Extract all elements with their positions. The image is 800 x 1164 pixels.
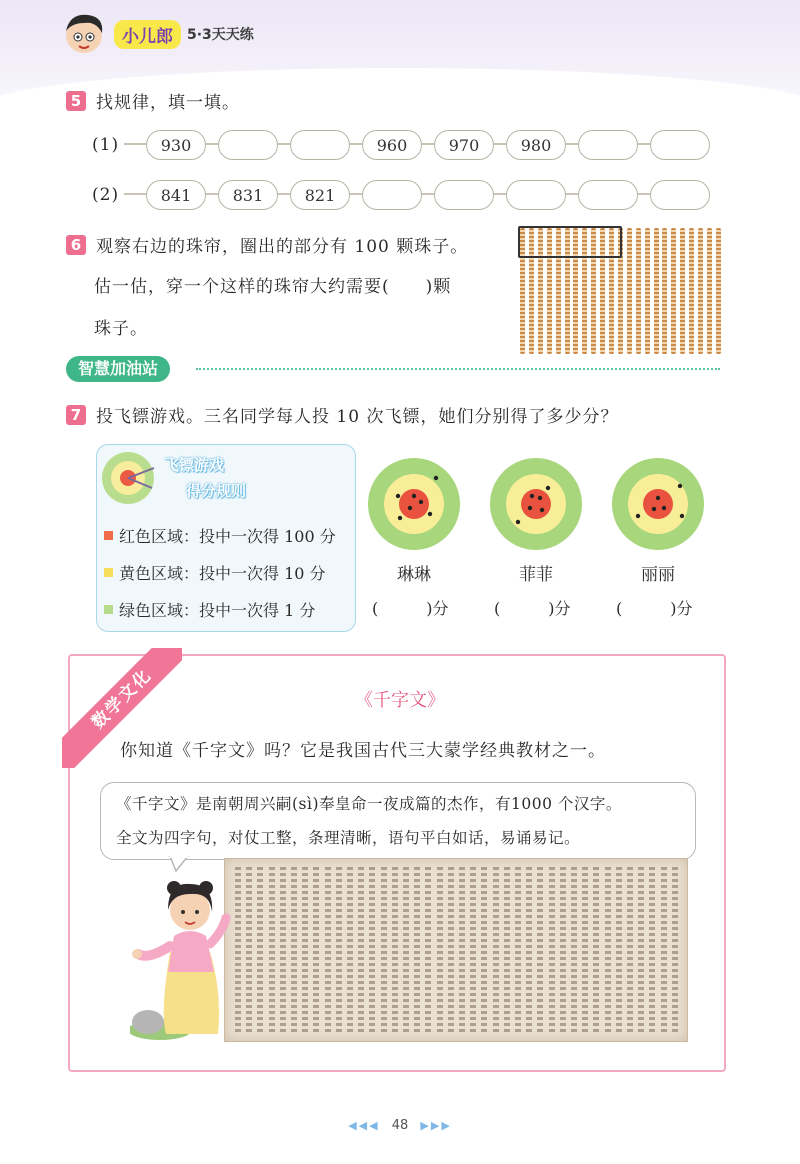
- q7-number: 7: [66, 405, 86, 425]
- q6-heading: [66, 232, 468, 257]
- calligraphy-column: [246, 867, 252, 1033]
- q5-row1-cell: 960: [362, 130, 422, 160]
- calligraphy-column: [504, 867, 510, 1033]
- target-linlin: [366, 456, 462, 552]
- q5-row1-blank[interactable]: [578, 130, 638, 160]
- q5-title: 找规律，填一填。: [96, 93, 240, 113]
- calligraphy-column: [381, 867, 387, 1033]
- player-name: 菲菲: [519, 565, 553, 585]
- bubble-line-2: 全文为四字句，对仗工整，条理清晰，语句平白如话，易诵易记。: [116, 829, 581, 847]
- q5-row1-cell: 980: [506, 130, 566, 160]
- green-square-icon: [104, 605, 113, 614]
- calligraphy-column: [437, 867, 443, 1033]
- yellow-square-icon: [104, 568, 113, 577]
- q5-row2-blank[interactable]: [362, 180, 422, 210]
- calligraphy-column: [672, 867, 678, 1033]
- calligraphy-column: [392, 867, 398, 1033]
- rules-title-1: 飞镖游戏: [164, 456, 225, 474]
- calligraphy-column: [649, 867, 655, 1033]
- q5-number: 5: [66, 91, 86, 111]
- section-divider: [196, 368, 720, 370]
- bead-strand: [645, 228, 650, 354]
- page-number: 48: [391, 1118, 409, 1133]
- q5-row2-blank[interactable]: [578, 180, 638, 210]
- calligraphy-column: [537, 867, 543, 1033]
- calligraphy-column: [403, 867, 409, 1033]
- calligraphy-scroll: [224, 858, 688, 1042]
- calligraphy-column: [313, 867, 319, 1033]
- q6-line3: 珠子。: [94, 319, 148, 339]
- q6-line2[interactable]: 估一估，穿一个这样的珠帘大约需要( )颗: [94, 277, 452, 297]
- player-name: 琳琳: [397, 565, 431, 585]
- bead-strand: [689, 228, 694, 354]
- calligraphy-column: [593, 867, 599, 1033]
- rule-text: 红色区域：投中一次得 100 分: [119, 527, 336, 546]
- calligraphy-column: [493, 867, 499, 1033]
- brand-series: 5·3天天练: [187, 27, 254, 43]
- q6-line1: 观察右边的珠帘，圈出的部分有 100 颗珠子。: [96, 237, 469, 257]
- rule-yellow: [104, 561, 336, 584]
- mascot-icon: [60, 9, 108, 59]
- rule-text: 黄色区域：投中一次得 10 分: [119, 564, 326, 583]
- q5-row2-label: (2): [92, 185, 120, 205]
- q5-row1-cell: 930: [146, 130, 206, 160]
- culture-intro: 你知道《千字文》吗？它是我国古代三大蒙学经典教材之一。: [120, 741, 606, 761]
- q5-row2-cell: 841: [146, 180, 206, 210]
- ancient-girl-illustration: [130, 862, 240, 1042]
- calligraphy-column: [616, 867, 622, 1033]
- rule-text: 绿色区域：投中一次得 1 分: [119, 601, 316, 620]
- calligraphy-column: [481, 867, 487, 1033]
- calligraphy-column: [526, 867, 532, 1033]
- q5-row1-blank[interactable]: [290, 130, 350, 160]
- brand: [60, 8, 254, 60]
- circled-100-beads: [518, 226, 622, 258]
- page-footer: [0, 1118, 800, 1133]
- calligraphy-column: [470, 867, 476, 1033]
- dartboard-icon: [98, 446, 160, 508]
- rules-title-2: 得分规则: [186, 482, 247, 500]
- player-name: 丽丽: [641, 565, 675, 585]
- answer-blank[interactable]: ( )分: [494, 599, 571, 618]
- calligraphy-column: [325, 867, 331, 1033]
- bead-strand: [707, 228, 712, 354]
- q5-row1-label: (1): [92, 135, 120, 155]
- calligraphy-column: [571, 867, 577, 1033]
- brand-name: 小儿郎: [114, 20, 181, 49]
- target-feifei: [488, 456, 584, 552]
- calligraphy-column: [627, 867, 633, 1033]
- answer-blank[interactable]: ( )分: [372, 599, 449, 618]
- calligraphy-column: [347, 867, 353, 1033]
- calligraphy-column: [358, 867, 364, 1033]
- footer-left-arrows: ◀◀◀: [348, 1119, 380, 1132]
- q6-number: 6: [66, 235, 86, 255]
- q7-title: 投飞镖游戏。三名同学每人投 10 次飞镖，她们分别得了多少分？: [96, 407, 619, 427]
- q7-heading: [66, 402, 618, 427]
- bead-strand: [654, 228, 659, 354]
- ribbon-label: 数学文化: [62, 648, 182, 768]
- red-square-icon: [104, 531, 113, 540]
- calligraphy-column: [291, 867, 297, 1033]
- bead-strand: [698, 228, 703, 354]
- q5-row1-blank[interactable]: [650, 130, 710, 160]
- calligraphy-column: [269, 867, 275, 1033]
- calligraphy-column: [582, 867, 588, 1033]
- section-banner: 智慧加油站: [66, 356, 170, 382]
- q5-heading: [66, 88, 240, 113]
- bubble-line-1: 《千字文》是南朝周兴嗣(sì)奉皇命一夜成篇的杰作，有1000 个汉字。: [116, 795, 622, 813]
- calligraphy-column: [414, 867, 420, 1033]
- bead-strand: [662, 228, 667, 354]
- q5-row1-cell: 970: [434, 130, 494, 160]
- q5-row2-blank[interactable]: [434, 180, 494, 210]
- q5-row1-blank[interactable]: [218, 130, 278, 160]
- q5-row2-cell: 821: [290, 180, 350, 210]
- rules-list: [104, 524, 336, 621]
- q5-row2: [92, 180, 710, 210]
- calligraphy-column: [661, 867, 667, 1033]
- calligraphy-column: [459, 867, 465, 1033]
- q5-row2-cell: 831: [218, 180, 278, 210]
- calligraphy-column: [302, 867, 308, 1033]
- calligraphy-column: [425, 867, 431, 1033]
- q5-row1: [92, 130, 710, 160]
- calligraphy-column: [638, 867, 644, 1033]
- calligraphy-column: [605, 867, 611, 1033]
- calligraphy-column: [549, 867, 555, 1033]
- bead-strand: [627, 228, 632, 354]
- calligraphy-column: [560, 867, 566, 1033]
- q5-row2-blank[interactable]: [506, 180, 566, 210]
- bead-strand: [636, 228, 641, 354]
- footer-right-arrows: ▶▶▶: [420, 1119, 452, 1132]
- calligraphy-column: [280, 867, 286, 1033]
- rule-red: [104, 524, 336, 547]
- answer-blank[interactable]: ( )分: [616, 599, 693, 618]
- calligraphy-column: [448, 867, 454, 1033]
- calligraphy-column: [257, 867, 263, 1033]
- bead-strand: [716, 228, 721, 354]
- bead-curtain: [520, 228, 725, 356]
- culture-title: 《千字文》: [355, 690, 445, 711]
- q5-row2-blank[interactable]: [650, 180, 710, 210]
- rule-green: [104, 598, 336, 621]
- calligraphy-column: [369, 867, 375, 1033]
- bead-strand: [671, 228, 676, 354]
- calligraphy-column: [336, 867, 342, 1033]
- bead-strand: [680, 228, 685, 354]
- calligraphy-column: [515, 867, 521, 1033]
- target-lili: [610, 456, 706, 552]
